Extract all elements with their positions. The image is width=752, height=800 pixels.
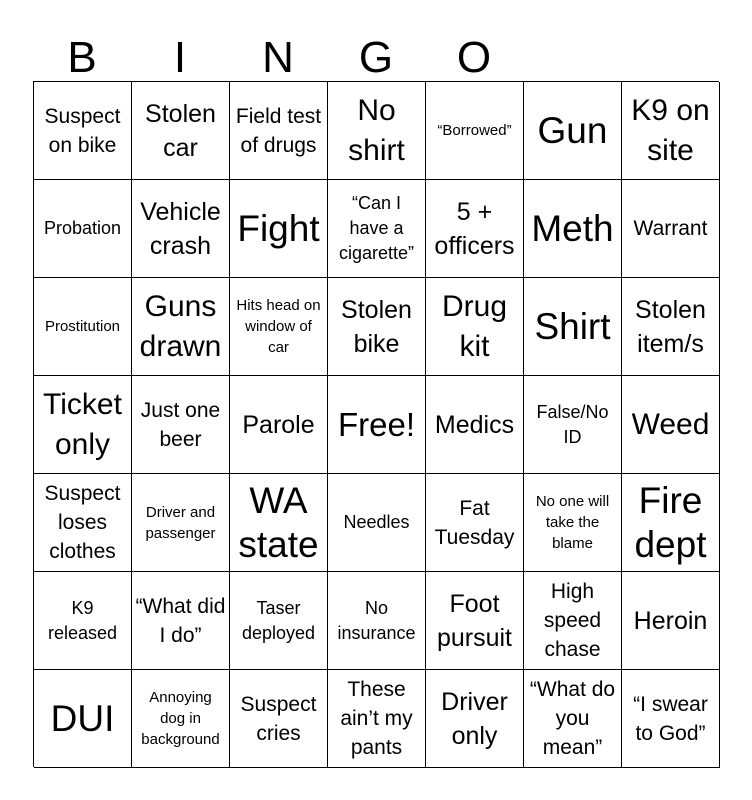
bingo-cell[interactable] [426,82,524,180]
cell-text: “Borrowed” [437,122,512,139]
cell-text: These ain’t my pants [340,678,413,759]
bingo-cell[interactable] [34,82,132,180]
bingo-cell[interactable] [622,670,720,768]
cell-text: K9 on site [631,93,710,167]
bingo-cell[interactable] [34,474,132,572]
bingo-cell[interactable] [426,474,524,572]
bingo-cell[interactable] [328,82,426,180]
cell-text: Driver only [441,687,508,750]
bingo-cell[interactable] [524,82,622,180]
bingo-cell[interactable] [426,180,524,278]
cell-text: False/No ID [536,401,609,447]
bingo-cell[interactable] [230,180,328,278]
bingo-cell[interactable] [132,278,230,376]
bingo-cell[interactable] [622,572,720,670]
bingo-cell[interactable] [328,474,426,572]
cell-text: Ticket only [43,387,122,461]
cell-text: Suspect on bike [44,104,121,157]
bingo-cell[interactable] [132,180,230,278]
cell-text: Fat Tuesday [434,496,515,549]
cell-text: Stolen item/s [635,295,706,358]
header-letter-b: B [67,33,97,82]
bingo-cell[interactable] [622,376,720,474]
cell-text: “What do you mean” [529,678,616,759]
bingo-cell[interactable] [524,376,622,474]
cell-text: Just one beer [140,398,221,451]
bingo-cell[interactable] [230,82,328,180]
header-letter-o: O [456,33,492,82]
header-letter-g: G [358,33,394,82]
header-letter-n: N [262,33,294,82]
cell-text: Taser deployed [241,597,316,643]
bingo-cell[interactable] [230,278,328,376]
bingo-grid [33,81,719,767]
bingo-cell[interactable] [328,376,426,474]
cell-text: “Can I have a cigarette” [338,193,415,263]
cell-text: Guns drawn [139,289,222,363]
bingo-cell[interactable] [230,572,328,670]
cell-text: Driver and passenger [145,503,216,542]
cell-text: No shirt [348,93,405,167]
bingo-header [33,30,719,82]
cell-text: No one will take the blame [535,493,610,552]
cell-text: High speed chase [543,580,602,661]
cell-text: No insurance [337,597,416,643]
cell-text: Stolen car [145,99,216,162]
bingo-cell[interactable] [524,180,622,278]
cell-text: Weed [631,407,710,441]
cell-text: Medics [434,410,515,439]
bingo-cell[interactable] [426,376,524,474]
cell-text: DUI [50,697,115,739]
bingo-cell[interactable] [34,376,132,474]
cell-text: Meth [531,207,614,249]
header-letter-i: I [173,33,187,82]
bingo-cell[interactable] [622,474,720,572]
cell-text: Prostitution [44,318,121,335]
bingo-cell[interactable] [328,278,426,376]
bingo-cell[interactable] [426,670,524,768]
cell-text: Drug kit [441,289,508,363]
bingo-cell[interactable] [132,82,230,180]
cell-text: Gun [537,109,608,151]
cell-text: Fire dept [634,479,707,565]
cell-text: WA state [238,479,319,565]
cell-text: Vehicle crash [140,197,221,260]
cell-text: “I swear to God” [633,692,708,745]
cell-text: Fight [237,207,320,249]
bingo-cell[interactable] [230,670,328,768]
bingo-cell[interactable] [132,474,230,572]
bingo-cell[interactable] [328,670,426,768]
cell-text: Field test of drugs [235,104,322,157]
cell-text: Suspect cries [240,692,317,745]
bingo-cell[interactable] [426,278,524,376]
bingo-cell[interactable] [426,572,524,670]
bingo-cell[interactable] [34,278,132,376]
bingo-cell[interactable] [34,572,132,670]
bingo-cell[interactable] [34,180,132,278]
cell-text: Warrant [633,217,708,240]
cell-text: Hits head on window of car [236,297,321,356]
bingo-cell[interactable] [230,474,328,572]
bingo-cell[interactable] [622,180,720,278]
cell-text: Parole [242,410,315,439]
bingo-cell[interactable] [622,82,720,180]
cell-text: Needles [343,512,410,532]
bingo-cell[interactable] [132,572,230,670]
cell-text: Stolen bike [341,295,412,358]
bingo-cell[interactable] [622,278,720,376]
bingo-cell[interactable] [524,572,622,670]
cell-text: “What did I do” [135,594,226,647]
bingo-cell[interactable] [524,670,622,768]
bingo-cell[interactable] [132,670,230,768]
cell-text: Heroin [633,606,708,635]
cell-text: K9 released [47,597,118,643]
bingo-cell[interactable] [328,572,426,670]
cell-text: Foot pursuit [436,589,513,652]
cell-text: Free! [337,405,416,443]
cell-text: Suspect loses clothes [44,482,121,563]
bingo-cell[interactable] [230,376,328,474]
bingo-cell[interactable] [34,670,132,768]
bingo-cell[interactable] [524,474,622,572]
cell-text: Probation [43,218,122,238]
cell-text: Shirt [534,305,611,347]
bingo-cell[interactable] [132,376,230,474]
bingo-cell[interactable] [328,180,426,278]
bingo-cell[interactable] [524,278,622,376]
cell-text: 5 + officers [434,197,515,260]
cell-text: Annoying dog in background [141,689,220,748]
